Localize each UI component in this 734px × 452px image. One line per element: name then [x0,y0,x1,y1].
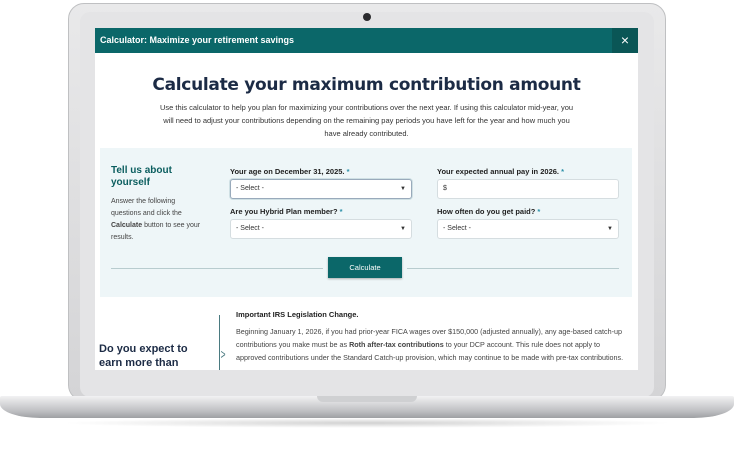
frequency-label [437,207,540,216]
input-value: $ [443,185,447,192]
required-mark: * [339,207,343,216]
chevron-down-icon: ▼ [607,226,613,232]
close-icon[interactable]: × [612,28,638,53]
required-mark: * [346,167,350,176]
form-section-description [111,196,201,244]
intro-text: Use this calculator to help you plan for maximizing your contributions over the next year. If using this calculator mid-year, you will need to adjust your contributions depending on the remaining pay periods you have left for the year and how much you have already contributed. [159,103,574,138]
chevron-down-icon: ▼ [400,226,406,232]
select-value: - Select - [236,185,265,192]
notice-text-part: Beginning January 1, 2026, if you had prior-year FICA wages over $150,000 (adjusted annually), any age-based catch-up contributions you make must be as [236,327,622,349]
chevron-down-icon: ▼ [400,186,406,192]
notice-text [236,325,626,364]
webcam-icon [363,13,371,21]
notice-bold: Roth after-tax contributions [349,340,444,349]
age-label [230,167,350,176]
label-text: Your age on December 31, 2025. [230,167,345,176]
hybrid-select[interactable] [230,219,412,239]
required-mark: * [561,167,565,176]
pay-label [437,167,564,176]
screen [95,28,638,370]
label-text: How often do you get paid? [437,207,536,216]
label-text: Are you Hybrid Plan member? [230,207,338,216]
page-title: Calculate your maximum contribution amount [152,75,581,95]
laptop-shadow [60,418,674,428]
modal-header [95,28,638,53]
form-section-title: Tell us about yourself [111,165,172,188]
divider [407,268,619,269]
select-value: - Select - [236,225,265,232]
modal-title: Calculator: Maximize your retirement savings [100,35,295,45]
form-panel [100,148,632,297]
pay-frequency-select[interactable] [437,219,619,239]
notice-title: Important IRS Legislation Change. [236,310,359,319]
select-value: - Select - [443,225,472,232]
notice-text-part: to your DCP account. This rule does not apply to approved contributions under the Standard Catch-up provision, which may continue to be made with pre-tax contributions. [236,340,624,362]
annual-pay-input[interactable] [437,179,619,199]
earnings-question: Do you expect to earn more than [99,343,188,369]
hybrid-label [230,207,343,216]
desc-text: Answer the following questions and click the [111,198,182,217]
chevron-right-icon: > [220,346,226,362]
age-select[interactable] [230,179,412,199]
label-text: Your expected annual pay in 2026. [437,167,559,176]
required-mark: * [537,207,541,216]
divider [111,268,323,269]
laptop-notch [317,396,417,402]
desc-text: button to see your results. [111,222,201,241]
calculate-button[interactable]: Calculate [328,257,402,278]
desc-bold: Calculate [111,222,143,229]
